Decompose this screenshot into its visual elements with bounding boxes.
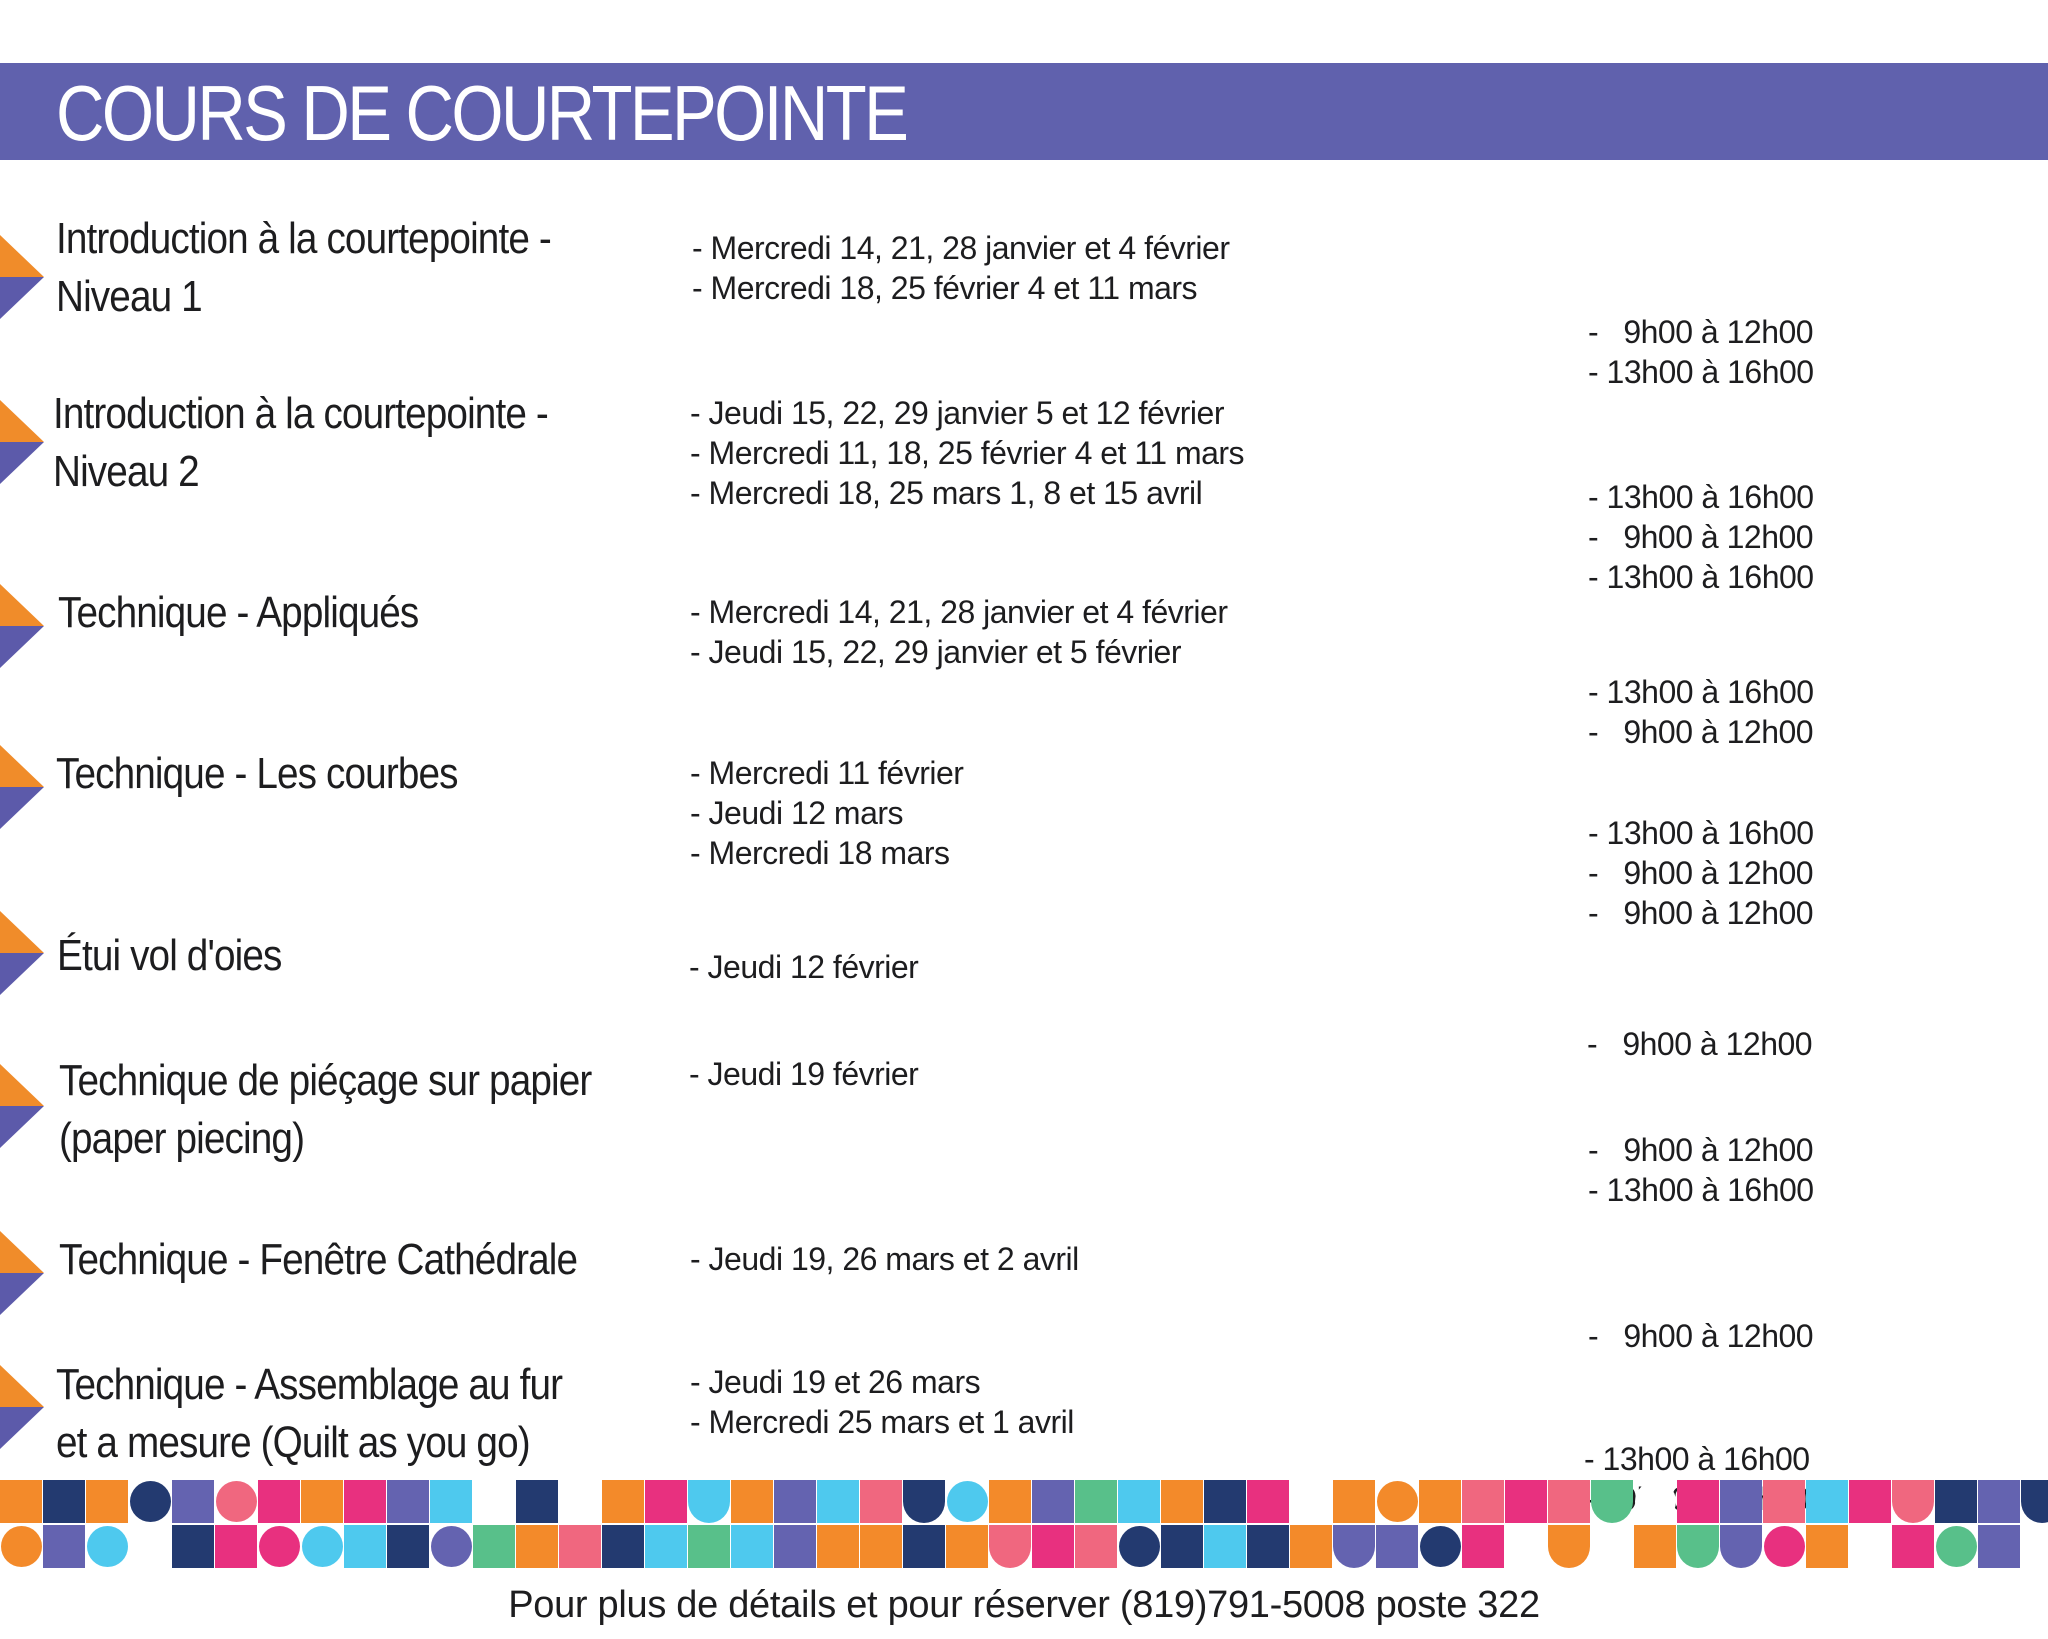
- quilt-pattern-tile: [1806, 1525, 1848, 1568]
- quilt-pattern-tile: [1936, 1526, 1977, 1567]
- quilt-pattern-tile: [1204, 1525, 1246, 1568]
- course-times: - 13h00 à 16h00 - 9h00 à 12h00: [1588, 674, 1814, 750]
- quilt-pattern-tile: [172, 1480, 214, 1523]
- quilt-pattern-tile: [1892, 1525, 1934, 1568]
- quilt-pattern-tile: [301, 1480, 343, 1523]
- quilt-pattern-tile: [1677, 1480, 1719, 1523]
- quilt-pattern-tile: [1333, 1525, 1375, 1568]
- triangle-marker-icon: [0, 911, 44, 995]
- quilt-pattern-tile: [602, 1525, 644, 1568]
- quilt-pattern-tile: [989, 1480, 1031, 1523]
- quilt-pattern-tile: [817, 1480, 859, 1523]
- quilt-pattern-tile: [946, 1525, 988, 1568]
- course-times: - 13h00 à 16h00: [1584, 1441, 1810, 1477]
- quilt-pattern-tile: [989, 1525, 1031, 1568]
- quilt-pattern-tile: [215, 1525, 257, 1568]
- quilt-pattern-tile: [1677, 1525, 1719, 1568]
- quilt-pattern-tile: [1075, 1480, 1117, 1523]
- course-title: Introduction à la courtepointe - Niveau 1: [56, 214, 551, 321]
- quilt-pattern-tile: [129, 1525, 171, 1568]
- quilt-pattern-tile: [1247, 1480, 1289, 1523]
- quilt-pattern-tile: [1720, 1525, 1762, 1568]
- quilt-pattern-tile: [731, 1480, 773, 1523]
- quilt-pattern-tile: [774, 1525, 816, 1568]
- quilt-pattern-tile: [1634, 1525, 1676, 1568]
- course-dates: - Jeudi 12 février: [689, 949, 919, 985]
- quilt-pattern-tile: [1161, 1525, 1203, 1568]
- quilt-pattern-tile: [860, 1525, 902, 1568]
- course-times: - 9h00 à 12h00: [1587, 1026, 1813, 1062]
- quilt-pattern-tile: [1462, 1480, 1504, 1523]
- course-title: Introduction à la courtepointe - Niveau 2: [53, 389, 548, 496]
- quilt-pattern-tile: [43, 1525, 85, 1568]
- quilt-pattern-tile: [1462, 1525, 1504, 1568]
- quilt-pattern-tile: [302, 1526, 343, 1567]
- quilt-pattern-tile: [602, 1480, 644, 1523]
- quilt-pattern-tile: [688, 1480, 730, 1523]
- course-times: - 9h00 à 12h00 - 13h00 à 16h00: [1588, 314, 1814, 390]
- quilt-pattern-tile: [1032, 1480, 1074, 1523]
- quilt-pattern-tile: [1849, 1480, 1891, 1523]
- triangle-marker-icon: [0, 1064, 44, 1148]
- quilt-pattern-tile: [1118, 1480, 1160, 1523]
- quilt-pattern-tile: [1720, 1480, 1762, 1523]
- course-title: Technique - Les courbes: [56, 749, 458, 798]
- quilt-pattern-tile: [344, 1480, 386, 1523]
- quilt-pattern-tile: [1, 1526, 42, 1567]
- quilt-pattern-tile: [1764, 1526, 1805, 1567]
- quilt-pattern-tile: [1591, 1525, 1633, 1568]
- course-dates: - Jeudi 19, 26 mars et 2 avril: [690, 1241, 1079, 1277]
- quilt-pattern-tile: [559, 1480, 601, 1523]
- quilt-pattern-tile: [258, 1480, 300, 1523]
- quilt-pattern-tile: [1420, 1526, 1461, 1567]
- quilt-pattern-tile: [216, 1481, 257, 1522]
- quilt-pattern-tile: [1333, 1480, 1375, 1523]
- quilt-pattern-tile: [1591, 1480, 1633, 1523]
- quilt-pattern-tile: [87, 1526, 128, 1567]
- quilt-pattern-tile: [903, 1525, 945, 1568]
- triangle-marker-icon: [0, 1231, 44, 1315]
- quilt-pattern-tile: [1806, 1480, 1848, 1523]
- quilt-pattern-tile: [731, 1525, 773, 1568]
- quilt-pattern-tile: [1290, 1480, 1332, 1523]
- quilt-pattern-tile: [516, 1525, 558, 1568]
- quilt-pattern-tile: [817, 1525, 859, 1568]
- quilt-pattern-tile: [1290, 1525, 1332, 1568]
- quilt-pattern-tile: [1032, 1525, 1074, 1568]
- course-times: - 9h00 à 12h00: [1588, 1318, 1814, 1354]
- decorative-quilt-pattern: [0, 1480, 2048, 1570]
- quilt-pattern-tile: [1763, 1480, 1805, 1523]
- triangle-marker-icon: [0, 235, 44, 319]
- quilt-pattern-tile: [903, 1480, 945, 1523]
- triangle-marker-icon: [0, 1365, 44, 1449]
- quilt-pattern-tile: [1204, 1480, 1246, 1523]
- quilt-pattern-tile: [1075, 1525, 1117, 1568]
- course-times: - 13h00 à 16h00 - 9h00 à 12h00 - 13h00 à 16h00: [1588, 479, 1814, 595]
- quilt-pattern-tile: [1548, 1525, 1590, 1568]
- quilt-pattern-tile: [1935, 1480, 1977, 1523]
- page-header: [0, 63, 2048, 160]
- course-title: Étui vol d'oies: [57, 931, 282, 980]
- quilt-pattern-tile: [1548, 1480, 1590, 1523]
- quilt-pattern-tile: [645, 1480, 687, 1523]
- quilt-pattern-tile: [2021, 1525, 2048, 1568]
- triangle-marker-icon: [0, 584, 44, 668]
- quilt-pattern-tile: [516, 1480, 558, 1523]
- quilt-pattern-tile: [259, 1526, 300, 1567]
- quilt-pattern-tile: [43, 1480, 85, 1523]
- quilt-pattern-tile: [172, 1525, 214, 1568]
- quilt-pattern-tile: [947, 1481, 988, 1522]
- quilt-pattern-tile: [473, 1525, 515, 1568]
- triangle-marker-icon: [0, 400, 44, 484]
- quilt-pattern-tile: [387, 1480, 429, 1523]
- quilt-pattern-tile: [1377, 1481, 1418, 1522]
- triangle-marker-icon: [0, 745, 44, 829]
- quilt-pattern-tile: [1505, 1480, 1547, 1523]
- quilt-pattern-tile: [430, 1480, 472, 1523]
- page-title: COURS DE COURTEPOINTE: [56, 69, 907, 157]
- course-dates: - Jeudi 19 et 26 mars - Mercredi 25 mars et 1 avril: [690, 1364, 1074, 1440]
- quilt-pattern-tile: [0, 1480, 42, 1523]
- quilt-pattern-tile: [130, 1481, 171, 1522]
- quilt-pattern-tile: [387, 1525, 429, 1568]
- quilt-pattern-tile: [1635, 1481, 1676, 1522]
- quilt-pattern-tile: [1505, 1525, 1547, 1568]
- quilt-pattern-tile: [1849, 1525, 1891, 1568]
- quilt-pattern-tile: [2021, 1480, 2048, 1523]
- quilt-pattern-tile: [1978, 1480, 2020, 1523]
- course-title: Technique - Appliqués: [58, 588, 419, 637]
- quilt-pattern-tile: [559, 1525, 601, 1568]
- quilt-pattern-tile: [431, 1526, 472, 1567]
- quilt-pattern-tile: [688, 1525, 730, 1568]
- course-times: - 13h00 à 16h00 - 9h00 à 12h00 - 9h00 à 12h00: [1588, 815, 1814, 931]
- quilt-pattern-tile: [344, 1525, 386, 1568]
- course-dates: - Jeudi 19 février: [689, 1056, 919, 1092]
- course-dates: - Mercredi 14, 21, 28 janvier et 4 février - Mercredi 18, 25 février 4 et 11 mars: [692, 230, 1230, 306]
- quilt-pattern-tile: [1247, 1525, 1289, 1568]
- quilt-pattern-tile: [1892, 1480, 1934, 1523]
- quilt-pattern-tile: [860, 1480, 902, 1523]
- quilt-pattern-tile: [1978, 1525, 2020, 1568]
- course-dates: - Mercredi 14, 21, 28 janvier et 4 février - Jeudi 15, 22, 29 janvier et 5 février: [690, 594, 1228, 670]
- quilt-pattern-tile: [473, 1480, 515, 1523]
- course-title: Technique de piéçage sur papier (paper piecing): [59, 1056, 592, 1163]
- quilt-pattern-tile: [645, 1525, 687, 1568]
- course-times: - 9h00 à 12h00 - 13h00 à 16h00: [1588, 1132, 1814, 1208]
- quilt-pattern-tile: [1419, 1480, 1461, 1523]
- quilt-pattern-tile: [1119, 1526, 1160, 1567]
- quilt-pattern-tile: [774, 1480, 816, 1523]
- course-title: Technique - Assemblage au fur et a mesure (Quilt as you go): [56, 1360, 563, 1467]
- course-dates: - Jeudi 15, 22, 29 janvier 5 et 12 février - Mercredi 11, 18, 25 février 4 et 11 mars - Mercredi 18, 25 mars 1, 8 et 15 avril: [690, 395, 1245, 511]
- contact-footer: Pour plus de détails et pour réserver (819)791-5008 poste 322: [508, 1584, 1540, 1626]
- quilt-pattern-tile: [1161, 1480, 1203, 1523]
- course-title: Technique - Fenêtre Cathédrale: [59, 1235, 578, 1284]
- quilt-pattern-tile: [1376, 1525, 1418, 1568]
- course-dates: - Mercredi 11 février - Jeudi 12 mars - Mercredi 18 mars: [690, 755, 964, 871]
- quilt-pattern-tile: [86, 1480, 128, 1523]
